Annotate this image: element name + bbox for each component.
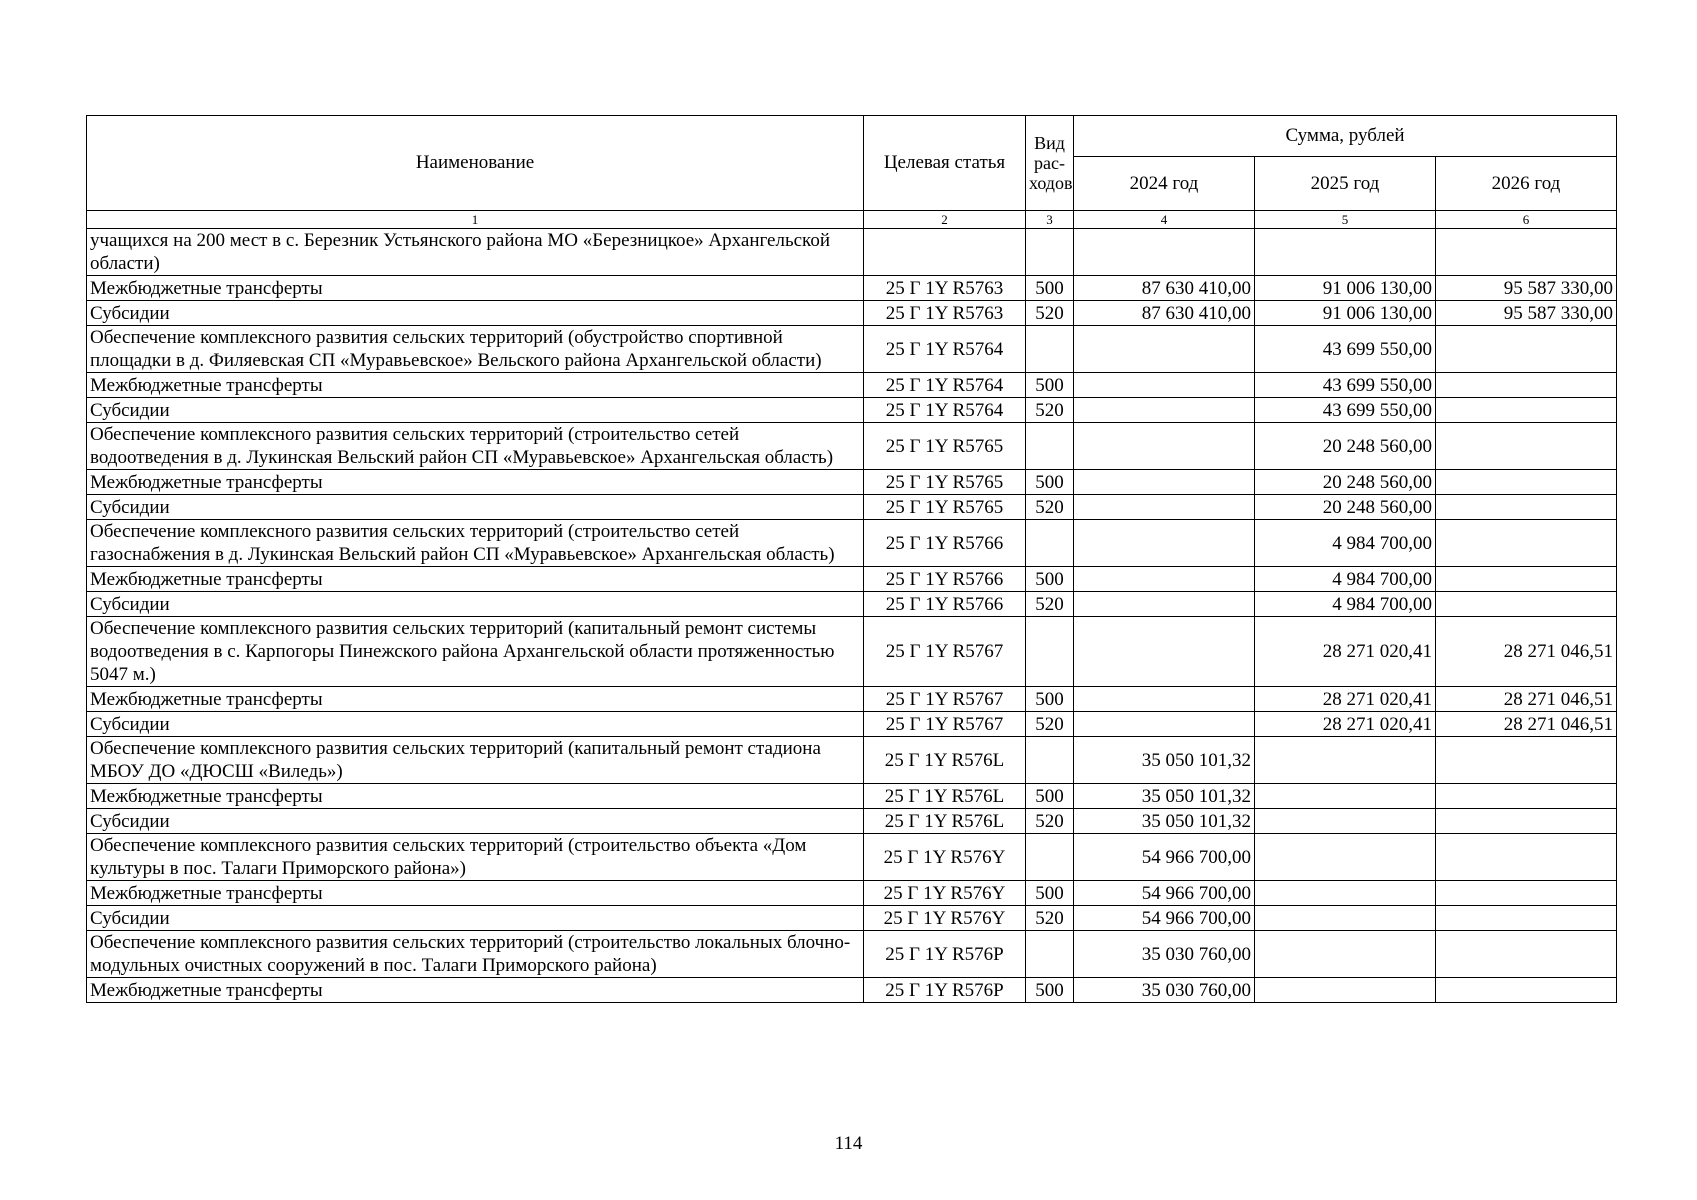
row-expense-type-cell (1026, 834, 1074, 881)
row-sum-2024-cell: 87 630 410,00 (1074, 301, 1255, 326)
row-sum-2024-cell: 35 050 101,32 (1074, 809, 1255, 834)
table-row (87, 592, 1617, 617)
row-sum-2026-cell (1436, 906, 1617, 931)
column-number: 3 (1026, 211, 1074, 229)
row-expense-type-cell (1026, 931, 1074, 978)
row-target-article-cell: 25 Г 1Y R5767 (864, 617, 1026, 687)
table-row (87, 276, 1617, 301)
row-target-article-cell: 25 Г 1Y R576L (864, 737, 1026, 784)
row-sum-2025-cell: 91 006 130,00 (1255, 276, 1436, 301)
column-number: 1 (87, 211, 864, 229)
row-expense-type-cell (1026, 229, 1074, 276)
row-sum-2026-cell (1436, 834, 1617, 881)
row-sum-2024-cell: 35 050 101,32 (1074, 737, 1255, 784)
header-year-2025: 2025 год (1255, 157, 1436, 211)
row-target-article-cell: 25 Г 1Y R5764 (864, 326, 1026, 373)
row-expense-type-cell: 500 (1026, 881, 1074, 906)
row-target-article-cell: 25 Г 1Y R576Y (864, 881, 1026, 906)
column-number: 6 (1436, 211, 1617, 229)
row-sum-2025-cell (1255, 229, 1436, 276)
row-sum-2025-cell: 28 271 020,41 (1255, 712, 1436, 737)
row-sum-2024-cell (1074, 373, 1255, 398)
row-sum-2025-cell: 43 699 550,00 (1255, 373, 1436, 398)
row-target-article-cell: 25 Г 1Y R5764 (864, 398, 1026, 423)
row-name-cell: Обеспечение комплексного развития сельских территорий (капитальный ремонт системы водоотведения в с. Карпогоры Пинежского района Архангельской области протяженностью 5047 м.) (87, 617, 864, 687)
row-sum-2025-cell (1255, 931, 1436, 978)
row-target-article-cell: 25 Г 1Y R5764 (864, 373, 1026, 398)
table-row (87, 470, 1617, 495)
table-row (87, 712, 1617, 737)
row-sum-2025-cell: 20 248 560,00 (1255, 423, 1436, 470)
row-sum-2026-cell (1436, 978, 1617, 1003)
row-sum-2025-cell: 28 271 020,41 (1255, 687, 1436, 712)
row-sum-2024-cell (1074, 470, 1255, 495)
row-sum-2026-cell (1436, 931, 1617, 978)
header-target-article: Целевая статья (864, 116, 1026, 211)
table-row (87, 398, 1617, 423)
row-sum-2025-cell: 28 271 020,41 (1255, 617, 1436, 687)
row-sum-2026-cell: 95 587 330,00 (1436, 301, 1617, 326)
row-target-article-cell: 25 Г 1Y R576P (864, 978, 1026, 1003)
row-sum-2026-cell (1436, 326, 1617, 373)
table-row (87, 784, 1617, 809)
table-row (87, 617, 1617, 687)
row-sum-2024-cell (1074, 229, 1255, 276)
row-sum-2024-cell (1074, 592, 1255, 617)
row-name-cell: Субсидии (87, 495, 864, 520)
row-expense-type-cell: 520 (1026, 809, 1074, 834)
column-number: 2 (864, 211, 1026, 229)
row-name-cell: Обеспечение комплексного развития сельских территорий (строительство объекта «Дом культуры в пос. Талаги Приморского района») (87, 834, 864, 881)
row-sum-2025-cell: 4 984 700,00 (1255, 520, 1436, 567)
row-target-article-cell: 25 Г 1Y R576Y (864, 834, 1026, 881)
column-number: 4 (1074, 211, 1255, 229)
header-year-2026: 2026 год (1436, 157, 1617, 211)
row-sum-2025-cell: 20 248 560,00 (1255, 470, 1436, 495)
table-header (87, 116, 1617, 229)
row-sum-2026-cell: 28 271 046,51 (1436, 712, 1617, 737)
row-sum-2026-cell (1436, 423, 1617, 470)
row-sum-2026-cell (1436, 398, 1617, 423)
table-row (87, 326, 1617, 373)
row-sum-2024-cell (1074, 617, 1255, 687)
row-name-cell: Субсидии (87, 809, 864, 834)
row-sum-2025-cell: 91 006 130,00 (1255, 301, 1436, 326)
row-name-cell: Субсидии (87, 398, 864, 423)
row-target-article-cell: 25 Г 1Y R5767 (864, 687, 1026, 712)
table-row (87, 978, 1617, 1003)
table-row (87, 567, 1617, 592)
table-row (87, 423, 1617, 470)
row-expense-type-cell: 500 (1026, 687, 1074, 712)
row-expense-type-cell: 520 (1026, 495, 1074, 520)
page-number: 114 (834, 1133, 863, 1154)
row-sum-2025-cell (1255, 784, 1436, 809)
row-sum-2024-cell: 54 966 700,00 (1074, 906, 1255, 931)
row-sum-2026-cell (1436, 373, 1617, 398)
row-sum-2025-cell (1255, 978, 1436, 1003)
row-name-cell: Межбюджетные трансферты (87, 276, 864, 301)
row-expense-type-cell: 520 (1026, 301, 1074, 326)
row-expense-type-cell: 520 (1026, 712, 1074, 737)
table-row (87, 834, 1617, 881)
row-sum-2024-cell: 35 050 101,32 (1074, 784, 1255, 809)
row-sum-2024-cell (1074, 398, 1255, 423)
row-sum-2024-cell (1074, 712, 1255, 737)
row-sum-2026-cell (1436, 470, 1617, 495)
row-sum-2025-cell: 4 984 700,00 (1255, 592, 1436, 617)
row-name-cell: Обеспечение комплексного развития сельских территорий (капитальный ремонт стадиона МБОУ ДО «ДЮСШ «Виледь») (87, 737, 864, 784)
row-sum-2026-cell: 28 271 046,51 (1436, 617, 1617, 687)
row-sum-2025-cell: 4 984 700,00 (1255, 567, 1436, 592)
row-sum-2025-cell: 43 699 550,00 (1255, 398, 1436, 423)
table-row (87, 687, 1617, 712)
row-target-article-cell: 25 Г 1Y R576L (864, 784, 1026, 809)
row-target-article-cell: 25 Г 1Y R5766 (864, 520, 1026, 567)
row-sum-2026-cell (1436, 881, 1617, 906)
row-sum-2024-cell (1074, 567, 1255, 592)
row-target-article-cell: 25 Г 1Y R576L (864, 809, 1026, 834)
row-sum-2024-cell: 35 030 760,00 (1074, 931, 1255, 978)
row-sum-2024-cell (1074, 326, 1255, 373)
table-row (87, 229, 1617, 276)
row-expense-type-cell: 500 (1026, 470, 1074, 495)
table-row (87, 520, 1617, 567)
row-name-cell: Межбюджетные трансферты (87, 978, 864, 1003)
row-sum-2026-cell (1436, 592, 1617, 617)
row-sum-2025-cell (1255, 881, 1436, 906)
row-name-cell: Субсидии (87, 906, 864, 931)
row-name-cell: Межбюджетные трансферты (87, 373, 864, 398)
row-name-cell: учащихся на 200 мест в с. Березник Устьянского района МО «Березницкое» Архангельской области) (87, 229, 864, 276)
row-sum-2026-cell: 95 587 330,00 (1436, 276, 1617, 301)
row-name-cell: Межбюджетные трансферты (87, 881, 864, 906)
row-sum-2025-cell (1255, 906, 1436, 931)
row-name-cell: Обеспечение комплексного развития сельских территорий (строительство сетей водоотведения в д. Лукинская Вельский район СП «Муравьевское» Архангельская область) (87, 423, 864, 470)
row-target-article-cell: 25 Г 1Y R576P (864, 931, 1026, 978)
row-name-cell: Обеспечение комплексного развития сельских территорий (строительство локальных блочно-модульных очистных сооружений в пос. Талаги Приморского района) (87, 931, 864, 978)
row-sum-2025-cell: 20 248 560,00 (1255, 495, 1436, 520)
header-sum: Сумма, рублей (1074, 116, 1617, 157)
table-row (87, 737, 1617, 784)
table-row (87, 881, 1617, 906)
table-row (87, 906, 1617, 931)
table-row (87, 809, 1617, 834)
row-sum-2026-cell: 28 271 046,51 (1436, 687, 1617, 712)
column-number-row (87, 211, 1617, 229)
row-target-article-cell: 25 Г 1Y R5767 (864, 712, 1026, 737)
table-row (87, 373, 1617, 398)
row-target-article-cell: 25 Г 1Y R5766 (864, 592, 1026, 617)
row-name-cell: Обеспечение комплексного развития сельских территорий (строительство сетей газоснабжения в д. Лукинская Вельский район СП «Муравьевское» Архангельская область) (87, 520, 864, 567)
header-name: Наименование (87, 116, 864, 211)
row-expense-type-cell: 520 (1026, 592, 1074, 617)
row-sum-2026-cell (1436, 737, 1617, 784)
row-name-cell: Субсидии (87, 301, 864, 326)
row-sum-2026-cell (1436, 809, 1617, 834)
row-sum-2025-cell (1255, 809, 1436, 834)
row-expense-type-cell: 520 (1026, 398, 1074, 423)
row-target-article-cell: 25 Г 1Y R5763 (864, 276, 1026, 301)
row-expense-type-cell: 500 (1026, 784, 1074, 809)
table-row (87, 931, 1617, 978)
row-expense-type-cell (1026, 423, 1074, 470)
row-target-article-cell: 25 Г 1Y R5765 (864, 470, 1026, 495)
row-sum-2024-cell: 54 966 700,00 (1074, 881, 1255, 906)
row-sum-2024-cell: 35 030 760,00 (1074, 978, 1255, 1003)
row-sum-2025-cell: 43 699 550,00 (1255, 326, 1436, 373)
row-sum-2024-cell (1074, 495, 1255, 520)
row-target-article-cell: 25 Г 1Y R5766 (864, 567, 1026, 592)
row-sum-2026-cell (1436, 495, 1617, 520)
row-name-cell: Межбюджетные трансферты (87, 470, 864, 495)
row-target-article-cell: 25 Г 1Y R5763 (864, 301, 1026, 326)
row-target-article-cell: 25 Г 1Y R576Y (864, 906, 1026, 931)
row-sum-2026-cell (1436, 520, 1617, 567)
row-target-article-cell: 25 Г 1Y R5765 (864, 423, 1026, 470)
row-sum-2026-cell (1436, 784, 1617, 809)
row-expense-type-cell (1026, 617, 1074, 687)
column-number: 5 (1255, 211, 1436, 229)
row-expense-type-cell: 500 (1026, 567, 1074, 592)
row-sum-2024-cell (1074, 687, 1255, 712)
row-name-cell: Межбюджетные трансферты (87, 784, 864, 809)
row-name-cell: Обеспечение комплексного развития сельских территорий (обустройство спортивной площадки в д. Филяевская СП «Муравьевское» Вельского района Архангельской области) (87, 326, 864, 373)
row-sum-2025-cell (1255, 737, 1436, 784)
row-sum-2025-cell (1255, 834, 1436, 881)
row-sum-2026-cell (1436, 229, 1617, 276)
row-expense-type-cell: 500 (1026, 276, 1074, 301)
row-target-article-cell: 25 Г 1Y R5765 (864, 495, 1026, 520)
header-year-2024: 2024 год (1074, 157, 1255, 211)
row-expense-type-cell (1026, 326, 1074, 373)
row-name-cell: Межбюджетные трансферты (87, 567, 864, 592)
row-sum-2024-cell (1074, 520, 1255, 567)
row-name-cell: Субсидии (87, 592, 864, 617)
row-expense-type-cell: 520 (1026, 906, 1074, 931)
row-expense-type-cell (1026, 520, 1074, 567)
header-expense-type: Вид рас-ходов (1026, 116, 1074, 211)
row-sum-2024-cell (1074, 423, 1255, 470)
table-row (87, 495, 1617, 520)
row-sum-2024-cell: 54 966 700,00 (1074, 834, 1255, 881)
table-body (87, 229, 1617, 1003)
row-name-cell: Межбюджетные трансферты (87, 687, 864, 712)
row-sum-2026-cell (1436, 567, 1617, 592)
row-name-cell: Субсидии (87, 712, 864, 737)
row-expense-type-cell (1026, 737, 1074, 784)
row-sum-2024-cell: 87 630 410,00 (1074, 276, 1255, 301)
row-target-article-cell (864, 229, 1026, 276)
budget-table (86, 115, 1617, 1003)
table-row (87, 301, 1617, 326)
row-expense-type-cell: 500 (1026, 373, 1074, 398)
row-expense-type-cell: 500 (1026, 978, 1074, 1003)
